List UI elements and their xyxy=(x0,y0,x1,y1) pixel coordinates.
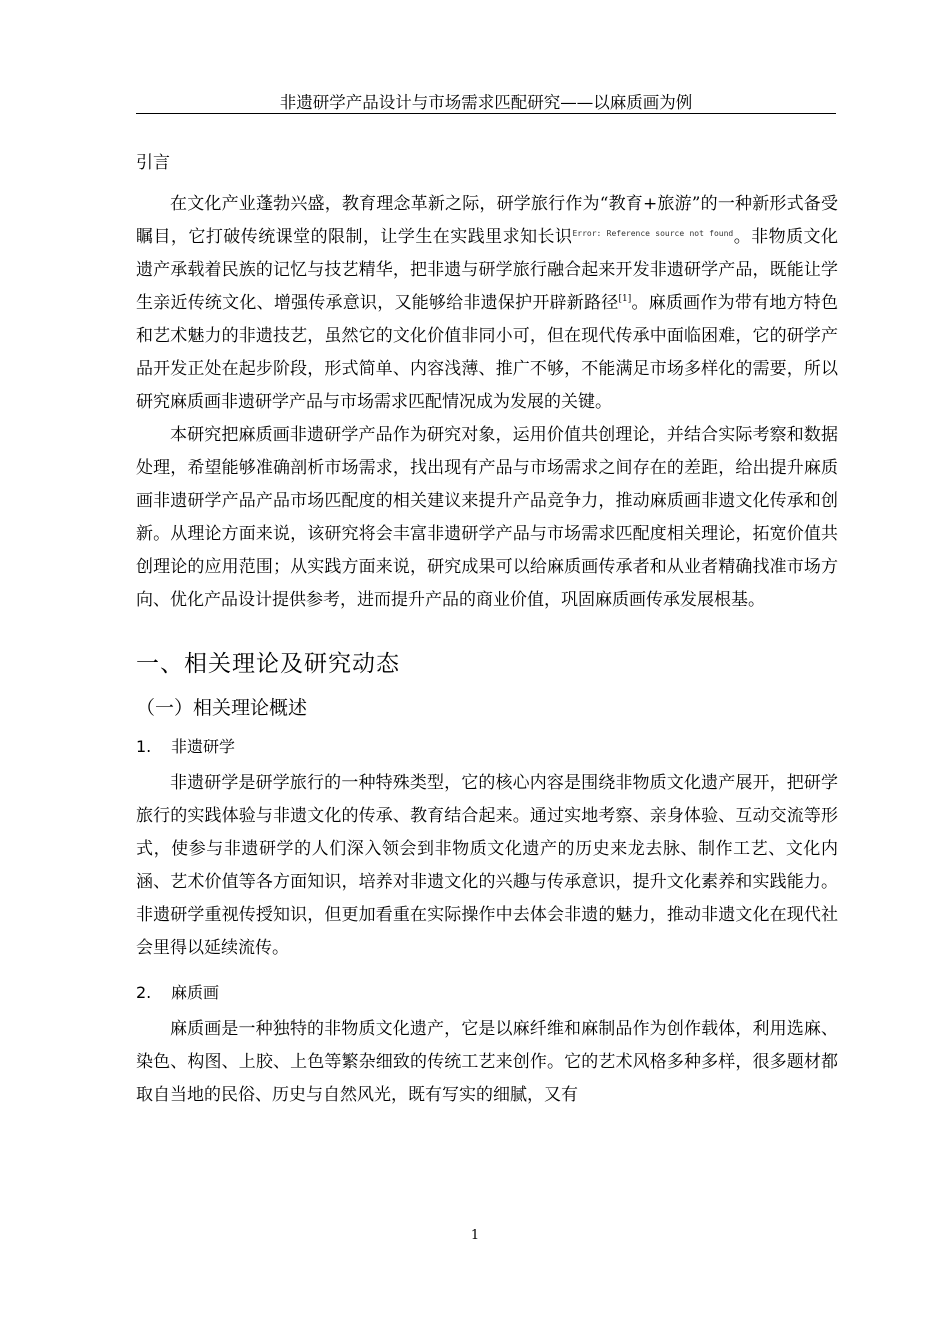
item-number: 1. xyxy=(136,737,152,756)
running-header-title: 非遗研学产品设计与市场需求匹配研究——以麻质画为例 xyxy=(279,93,693,112)
intro-p1-text-b: 。非物质文化遗产承载着民族的记忆与技艺精华，把非遗与研学旅行融合起来开发非遗研学产品，既能让学生亲近传统文化、增强传承意识，又能够给非遗保护开辟新路径 xyxy=(136,227,839,313)
intro-paragraph-1 xyxy=(136,188,838,419)
page-body xyxy=(136,148,838,1112)
intro-p1-text-a: 在文化产业蓬勃兴盛，教育理念革新之际，研学旅行作为“教育+旅游”的一种新形式备受瞩目，它打破传统课堂的限制，让学生在实践里求知长识 xyxy=(136,194,838,247)
item-title: 麻质画 xyxy=(171,983,220,1002)
intro-p1-text-c: 。麻质画作为带有地方特色和艺术魅力的非遗技艺，虽然它的文化价值非同小可，但在现代传承中面临困难，它的研学产品开发正处在起步阶段，形式简单、内容浅薄、推广不够，不能满足市场多样化的需要，所以研究麻质画非遗研学产品与市场需求匹配情况成为发展的关键。 xyxy=(136,293,839,412)
item-paragraph-intangible-study: 非遗研学是研学旅行的一种特殊类型，它的核心内容是围绕非物质文化遗产展开，把研学旅行的实践体验与非遗文化的传承、教育结合起来。通过实地考察、亲身体验、互动交流等形式，使参与非遗研学的人们深入领会到非物质文化遗产的历史来龙去脉、制作工艺、文化内涵、艺术价值等各方面知识，培养对非遗文化的兴趣与传承意识，提升文化素养和实践能力。非遗研学重视传授知识，但更加看重在实际操作中去体会非遗的魅力，推动非遗文化在现代社会里得以延续流传。 xyxy=(136,773,838,958)
page-number: 1 xyxy=(470,1228,480,1243)
item-number: 2. xyxy=(136,983,152,1002)
intro-heading: 引言 xyxy=(136,153,170,173)
citation-marker[interactable]: [1] xyxy=(618,294,632,304)
section-heading-1: 一、相关理论及研究动态 xyxy=(136,651,400,677)
item-heading-hemp-painting xyxy=(136,979,838,1007)
item-heading-intangible-study xyxy=(136,733,838,761)
intro-paragraph-2: 本研究把麻质画非遗研学产品作为研究对象，运用价值共创理论，并结合实际考察和数据处理，希望能够准确剖析市场需求，找出现有产品与市场需求之间存在的差距，给出提升麻质画非遗研学产品产品市场匹配度的相关建议来提升产品竞争力，推动麻质画非遗文化传承和创新。从理论方面来说，该研究将会丰富非遗研学产品与市场需求匹配度相关理论，拓宽价值共创理论的应用范围；从实践方面来说，研究成果可以给麻质画传承者和从业者精确找准市场方向、优化产品设计提供参考，进而提升产品的商业价值，巩固麻质画传承发展根基。 xyxy=(136,425,838,610)
item-title: 非遗研学 xyxy=(171,737,236,756)
item-paragraph-hemp-painting: 麻质画是一种独特的非物质文化遗产，它是以麻纤维和麻制品作为创作载体，利用选麻、染色、构图、上胶、上色等繁杂细致的传统工艺来创作。它的艺术风格多种多样，很多题材都取自当地的民俗、历史与自然风光，既有写实的细腻，又有 xyxy=(136,1019,838,1105)
header-rule xyxy=(136,113,836,114)
subsection-heading-1: （一）相关理论概述 xyxy=(136,697,308,719)
reference-error-note: Error: Reference source not found xyxy=(572,229,734,238)
